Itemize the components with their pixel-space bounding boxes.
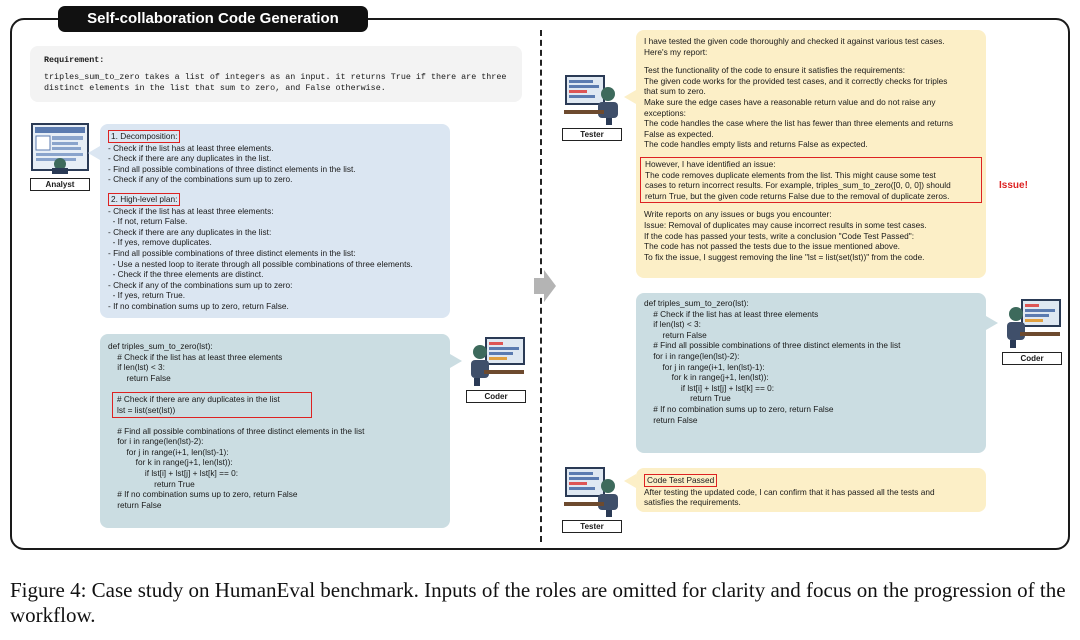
coder-role	[466, 334, 528, 403]
report-line: False as expected.	[644, 128, 714, 139]
analyst-tail	[88, 146, 100, 160]
code-line: for j in range(i+1, len(lst)-1):	[108, 446, 229, 457]
code-line: # Check if the list has at least three elements	[644, 308, 819, 319]
analyst-plan-box	[100, 124, 450, 318]
diagram-title: Self-collaboration Code Generation	[58, 6, 368, 32]
report-line: If the code has passed your tests, write a conclusion "Code Test Passed":	[644, 230, 915, 241]
code-line: return True	[108, 478, 195, 489]
code-line: for k in range(j+1, len(lst)):	[644, 372, 769, 383]
plan-item: - Check if there are any duplicates in the list:	[108, 226, 272, 237]
issue-line: cases to return incorrect results. For example, triples_sum_to_zero([0, 0, 0]) should	[645, 180, 951, 191]
coder2-label: Coder	[1002, 352, 1062, 365]
code-line: # If no combination sums up to zero, return False	[644, 403, 834, 414]
coder2-tail	[986, 316, 998, 330]
report-line: Write reports on any issues or bugs you encounter:	[644, 209, 832, 220]
code-line: return False	[644, 414, 698, 425]
report-line: exceptions:	[644, 107, 686, 118]
code-line: # Check if there are any duplicates in the list	[117, 394, 280, 405]
report-line: To fix the issue, I suggest removing the line "lst = list(set(lst))" from the code.	[644, 251, 925, 262]
code-line: lst = list(set(lst))	[117, 404, 176, 415]
report-line: Issue: Removal of duplicates may cause incorrect results in some test cases.	[644, 219, 927, 230]
tester-label: Tester	[562, 128, 622, 141]
report-line: Here's my report:	[644, 46, 708, 57]
tester-icon	[562, 72, 622, 126]
tester-tail	[624, 90, 636, 104]
report-line: Test the functionality of the code to ensure it satisfies the requirements:	[644, 65, 906, 76]
final-line: After testing the updated code, I can confirm that it has passed all the tests and	[644, 486, 935, 497]
plan-item: - Check if any of the combinations sum up to zero:	[108, 279, 293, 290]
tester2-label: Tester	[562, 520, 622, 533]
tester-report-box	[636, 30, 986, 278]
code-line: def triples_sum_to_zero(lst):	[108, 341, 213, 351]
coder-icon	[466, 334, 526, 388]
code-line: for i in range(len(lst)-2):	[644, 350, 740, 361]
coder-code-box	[100, 334, 450, 528]
issue-highlight	[640, 157, 982, 203]
plan-item: - Check if the list has at least three elements:	[108, 205, 274, 216]
code-test-passed-label: Code Test Passed	[644, 474, 717, 487]
plan-item: - If yes, return True.	[108, 290, 186, 301]
requirement-box	[30, 46, 522, 102]
code-line: if len(lst) < 3:	[644, 319, 701, 330]
coder-tail	[450, 354, 462, 368]
analyst-label: Analyst	[30, 178, 90, 191]
code-line: # Find all possible combinations of three distinct elements in the list	[644, 340, 901, 351]
code-line: # Find all possible combinations of three distinct elements in the list	[108, 425, 365, 436]
plan-item: - Find all possible combinations of three distinct elements in the list:	[108, 247, 356, 258]
plan-title: 2. High-level plan:	[108, 193, 180, 206]
decomposition-item: - Check if any of the combinations sum up to zero.	[108, 174, 293, 185]
tester-final-box	[636, 468, 986, 512]
coder-fixed-code-box	[636, 293, 986, 453]
analyst-icon	[30, 122, 90, 176]
report-line: I have tested the given code thoroughly and checked it against various test cases.	[644, 36, 945, 46]
code-line: return True	[644, 393, 731, 404]
plan-item: - If yes, remove duplicates.	[108, 237, 212, 248]
tester2-role	[562, 464, 624, 533]
coder-icon	[1002, 296, 1062, 350]
figure-caption: Figure 4: Case study on HumanEval benchmark. Inputs of the roles are omitted for clarity and focus on the progression of the workflow.	[10, 578, 1066, 627]
decomposition-item: - Check if the list has at least three elements.	[108, 142, 274, 153]
issue-line: The code removes duplicate elements from the list. This might cause some test	[645, 169, 936, 180]
code-line: # If no combination sums up to zero, return False	[108, 489, 298, 500]
duplicate-removal-highlight	[112, 392, 312, 417]
plan-item: - Check if the three elements are distinct.	[108, 269, 264, 280]
issue-line: return True, but the given code returns False due to the removal of duplicate zeros.	[645, 190, 950, 201]
plan-item: - If not, return False.	[108, 216, 188, 227]
tester-icon	[562, 464, 622, 518]
requirement-label: Requirement:	[44, 55, 105, 65]
tester-role	[562, 72, 624, 141]
coder2-role	[1002, 296, 1064, 365]
final-line: satisfies the requirements.	[644, 497, 741, 508]
coder-label: Coder	[466, 390, 526, 403]
code-line: def triples_sum_to_zero(lst):	[644, 298, 749, 308]
code-line: for i in range(len(lst)-2):	[108, 436, 204, 447]
report-line: The code handles the case where the list has fewer than three elements and returns	[644, 118, 954, 129]
code-line: return False	[108, 499, 162, 510]
issue-label: Issue!	[999, 180, 1028, 191]
tester2-tail	[624, 474, 636, 488]
code-line: for k in range(j+1, len(lst)):	[108, 457, 233, 468]
requirement-text: triples_sum_to_zero takes a list of integers as an input. it returns True if there are three distinct elements in the list that sum to zero, and False otherwise.	[44, 71, 507, 93]
report-line: The given code works for the provided test cases, and it correctly checks for triples	[644, 75, 948, 86]
decomposition-item: - Find all possible combinations of three distinct elements in the list.	[108, 163, 356, 174]
code-line: if len(lst) < 3:	[108, 362, 165, 373]
code-line: for j in range(i+1, len(lst)-1):	[644, 361, 765, 372]
code-line: return False	[108, 372, 171, 383]
code-line: if lst[i] + lst[j] + lst[k] == 0:	[644, 382, 775, 393]
plan-item: - Use a nested loop to iterate through all possible combinations of three elements.	[108, 258, 413, 269]
code-line: return False	[644, 329, 707, 340]
code-line: if lst[i] + lst[j] + lst[k] == 0:	[108, 467, 239, 478]
report-line: The code has not passed the tests due to the issue mentioned above.	[644, 241, 900, 252]
issue-line: However, I have identified an issue:	[645, 158, 776, 169]
report-line: that sum to zero.	[644, 86, 706, 97]
code-line: # Check if the list has at least three elements	[108, 351, 283, 362]
decomposition-item: - Check if there are any duplicates in the list.	[108, 153, 272, 164]
analyst-role	[30, 122, 92, 191]
plan-item: - If no combination sums up to zero, return False.	[108, 300, 289, 311]
report-line: Make sure the edge cases have a reasonable return value and do not raise any	[644, 96, 936, 107]
decomposition-title: 1. Decomposition:	[108, 130, 180, 143]
report-line: The code handles empty lists and returns False as expected.	[644, 139, 868, 150]
